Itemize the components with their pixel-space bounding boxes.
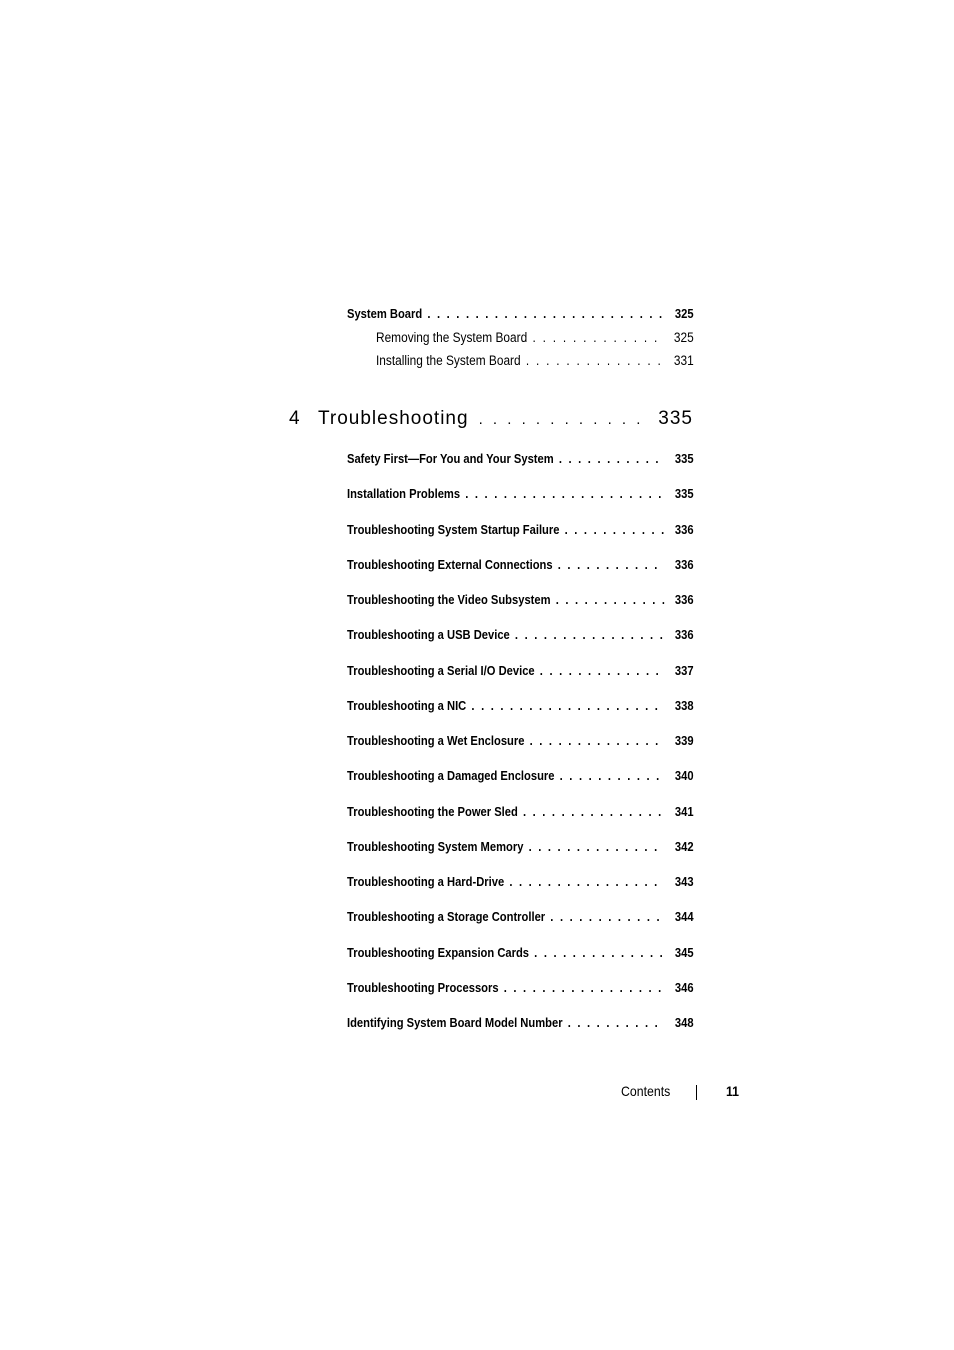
chapter-title: Troubleshooting: [318, 408, 469, 429]
dot-leader: [533, 330, 664, 345]
toc-entry-label: Troubleshooting Expansion Cards: [347, 944, 530, 960]
toc-entry[interactable]: [347, 592, 694, 607]
toc-entry[interactable]: [347, 1015, 694, 1030]
toc-entry-page: 340: [674, 768, 694, 784]
dot-leader: [479, 411, 651, 428]
toc-entry-page: 337: [674, 662, 694, 678]
dot-leader: [540, 663, 665, 678]
toc-entry-page: 336: [674, 556, 694, 572]
toc-entry-page: 342: [674, 838, 694, 854]
toc-entry-page: 335: [674, 451, 694, 466]
toc-entry-label: Troubleshooting a NIC: [347, 697, 467, 713]
dot-leader: [523, 804, 664, 819]
toc-entry[interactable]: [347, 522, 694, 537]
toc-entry-label: Troubleshooting a USB Device: [347, 627, 510, 643]
toc-entry-page: 331: [673, 353, 694, 368]
toc-entry[interactable]: [347, 839, 694, 854]
dot-leader: [471, 698, 664, 713]
toc-entry[interactable]: [347, 486, 694, 501]
dot-leader: [530, 733, 665, 748]
dot-leader: [560, 768, 665, 783]
toc-entry[interactable]: [347, 733, 694, 748]
footer-section-label: Contents: [621, 1083, 671, 1099]
toc-entry-page: 338: [674, 697, 694, 713]
toc-entry-label: Troubleshooting a Hard-Drive: [347, 874, 505, 889]
toc-entry-label: Troubleshooting a Serial I/O Device: [347, 662, 535, 678]
toc-entry[interactable]: [347, 768, 694, 783]
toc-entry-page: 335: [674, 486, 694, 502]
dot-leader: [526, 353, 664, 368]
toc-entry-label: Troubleshooting a Storage Controller: [347, 909, 546, 925]
page-footer: [600, 1083, 742, 1103]
chapter-heading[interactable]: [289, 408, 693, 430]
toc-entry-label: Troubleshooting a Damaged Enclosure: [347, 768, 555, 784]
toc-entry[interactable]: [347, 557, 694, 572]
toc-entry-page: 343: [674, 874, 694, 889]
toc-entry-label: Installation Problems: [347, 486, 461, 502]
footer-page-number: 11: [726, 1083, 740, 1099]
dot-leader: [515, 627, 664, 642]
toc-entry-label: Safety First—For You and Your System: [347, 451, 554, 466]
footer-divider: [696, 1085, 697, 1100]
dot-leader: [556, 592, 665, 607]
toc-entry[interactable]: [347, 874, 694, 889]
toc-entry-label: Identifying System Board Model Number: [347, 1015, 563, 1030]
toc-entry-label: Troubleshooting System Memory: [347, 838, 524, 854]
dot-leader: [550, 909, 664, 924]
toc-entry-page: 344: [674, 909, 694, 925]
dot-leader: [534, 945, 664, 960]
toc-entry-page: 336: [674, 592, 694, 607]
toc-entry-label: Troubleshooting the Power Sled: [347, 803, 518, 819]
toc-entry-removing-system-board[interactable]: [376, 330, 694, 345]
dot-leader: [559, 451, 664, 466]
toc-entry-system-board[interactable]: [347, 306, 694, 321]
toc-entry-label: Troubleshooting the Video Subsystem: [347, 592, 551, 607]
toc-entry-page: 336: [674, 521, 694, 537]
toc-entry-page: 345: [674, 944, 694, 960]
toc-entry-label: Removing the System Board: [376, 330, 528, 345]
dot-leader: [565, 522, 665, 537]
toc-entry-label: Troubleshooting Processors: [347, 979, 499, 995]
dot-leader: [427, 306, 664, 321]
toc-entry[interactable]: [347, 909, 694, 924]
toc-entry-label: Troubleshooting a Wet Enclosure: [347, 733, 525, 748]
chapter-number: 4: [289, 408, 301, 429]
toc-entry[interactable]: [347, 627, 694, 642]
toc-entry[interactable]: [347, 980, 694, 995]
dot-leader: [558, 557, 665, 572]
toc-entry-label: Troubleshooting System Startup Failure: [347, 521, 560, 537]
dot-leader: [504, 980, 665, 995]
toc-entry-label: Troubleshooting External Connections: [347, 556, 553, 572]
toc-entry-page: 341: [674, 803, 694, 819]
toc-entry-page: 325: [674, 306, 694, 321]
toc-entry[interactable]: [347, 451, 694, 466]
dot-leader: [529, 839, 665, 854]
toc-entry-installing-system-board[interactable]: [376, 353, 694, 368]
dot-leader: [465, 486, 664, 501]
toc-entry[interactable]: [347, 945, 694, 960]
chapter-page: 335: [658, 408, 693, 429]
toc-entry[interactable]: [347, 698, 694, 713]
dot-leader: [568, 1015, 665, 1030]
toc-entry[interactable]: [347, 804, 694, 819]
toc-entry-page: 348: [674, 1015, 694, 1030]
dot-leader: [509, 874, 664, 889]
toc-entry[interactable]: [347, 663, 694, 678]
toc-entry-label: System Board: [347, 306, 423, 321]
toc-entry-page: 339: [674, 733, 694, 748]
toc-entry-page: 325: [673, 330, 694, 345]
toc-entry-page: 346: [674, 979, 694, 995]
toc-entry-label: Installing the System Board: [376, 353, 521, 368]
toc-entry-page: 336: [674, 627, 694, 643]
